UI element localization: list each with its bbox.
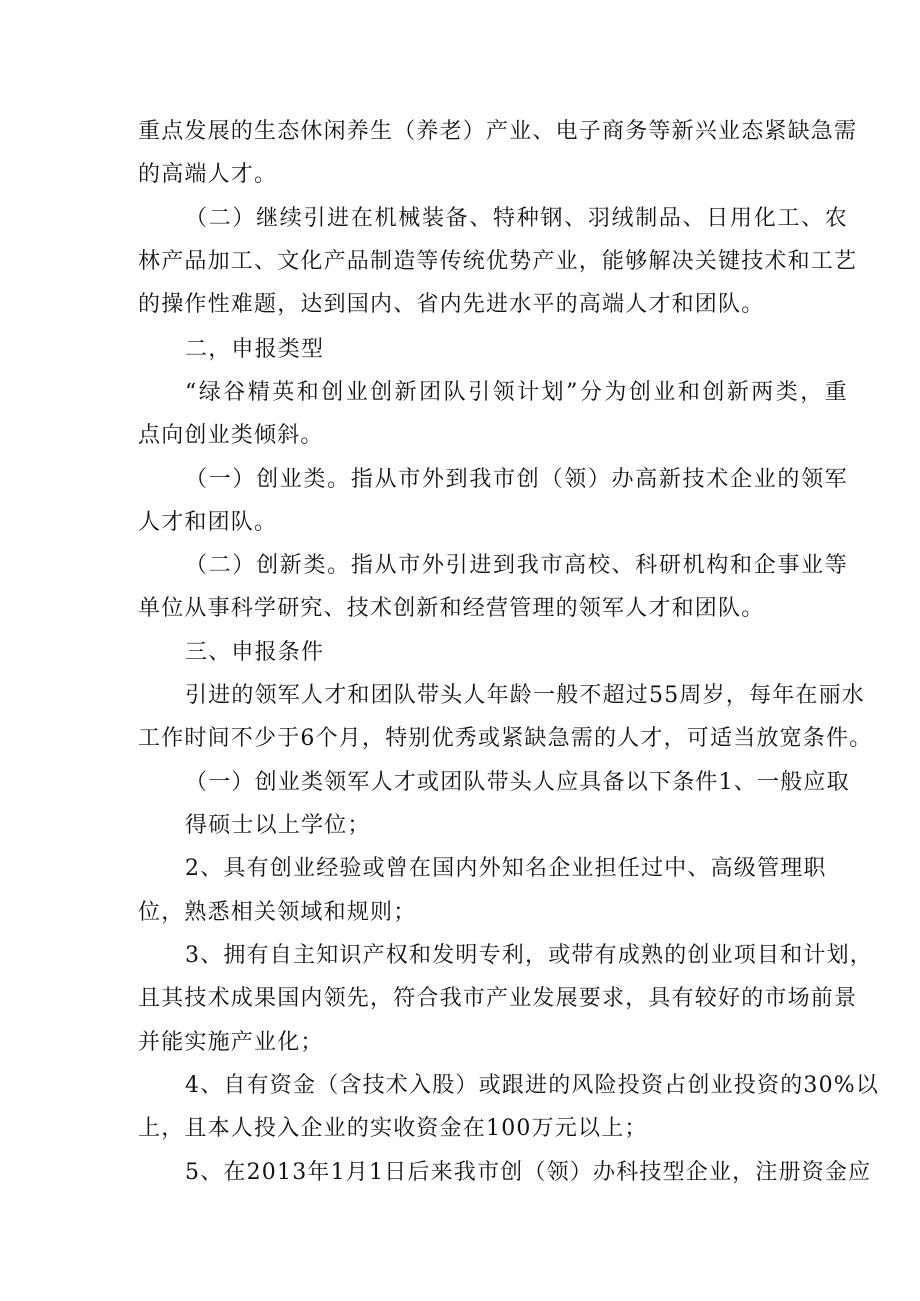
- paragraph-line: （二）创新类。指从市外引进到我市高校、科研机构和企事业等: [185, 553, 848, 578]
- paragraph-line: 人才和团队。: [138, 510, 278, 535]
- section-heading: 三、申报条件: [185, 640, 325, 665]
- paragraph-line: “绿谷精英和创业创新团队引领计划”分为创业和创新两类，重: [185, 380, 848, 405]
- paragraph-line: 工作时间不少于6个月，特别优秀或紧缺急需的人才，可适当放宽条件。: [138, 726, 873, 751]
- paragraph-line: 5、在2013年1月1日后来我市创（领）办科技型企业，注册资金应: [185, 1160, 872, 1185]
- paragraph-line: 位，熟悉相关领域和规则；: [138, 900, 417, 925]
- paragraph-line: 2、具有创业经验或曾在国内外知名企业担任过中、高级管理职: [185, 856, 827, 881]
- paragraph-line: 4、自有资金（含技术入股）或跟进的风险投资占创业投资的30%以: [185, 1073, 880, 1098]
- paragraph-line: （一）创业类领军人才或团队带头人应具备以下条件1、一般应取: [185, 770, 850, 795]
- paragraph-line: 且其技术成果国内领先，符合我市产业发展要求，具有较好的市场前景: [138, 986, 858, 1011]
- paragraph-line: （一）创业类。指从市外到我市创（领）办高新技术企业的领军: [185, 467, 848, 492]
- paragraph-line: 上，且本人投入企业的实收资金在100万元以上；: [138, 1116, 648, 1141]
- paragraph-line: 重点发展的生态休闲养生（养老）产业、电子商务等新兴业态紧缺急需: [138, 119, 858, 144]
- paragraph-line: 点向创业类倾斜。: [138, 423, 324, 448]
- section-heading: 二，申报类型: [185, 337, 325, 362]
- paragraph-line: （二）继续引进在机械装备、特种钢、羽绒制品、日用化工、农: [185, 206, 848, 231]
- paragraph-line: 得硕士以上学位；: [185, 813, 371, 838]
- paragraph-line: 的操作性难题，达到国内、省内先进水平的高端人才和团队。: [138, 292, 765, 317]
- paragraph-line: 的高端人才。: [138, 162, 278, 187]
- paragraph-line: 并能实施产业化；: [138, 1030, 324, 1055]
- paragraph-line: 单位从事科学研究、技术创新和经营管理的领军人才和团队。: [138, 596, 765, 621]
- paragraph-line: 林产品加工、文化产品制造等传统优势产业，能够解决关键技术和工艺: [138, 249, 858, 274]
- paragraph-line: 引进的领军人才和团队带头人年龄一般不超过55周岁，每年在丽水: [185, 683, 865, 708]
- paragraph-line: 3、拥有自主知识产权和发明专利，或带有成熟的创业项目和计划，: [185, 943, 873, 968]
